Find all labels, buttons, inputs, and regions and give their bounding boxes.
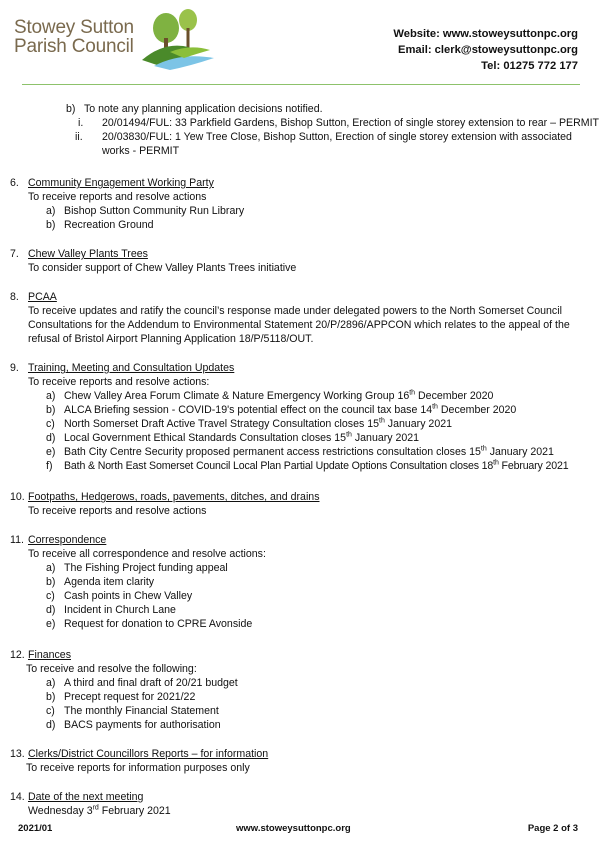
logo: [14, 8, 214, 72]
subsub-text: 20/01494/FUL: 33 Parkfield Gardens, Bishop Sutton, Erection of single storey extension to rear – PERMIT: [102, 117, 599, 129]
sub-text: Bishop Sutton Community Run Library: [64, 205, 245, 217]
item-number: 8.: [10, 291, 19, 303]
footer-reference: 2021/01: [18, 823, 53, 834]
sub-label: e): [46, 618, 56, 630]
item-intro: To receive reports and resolve actions: [28, 191, 207, 203]
item-title: Finances: [28, 649, 71, 661]
footer-website[interactable]: www.stoweysuttonpc.org: [236, 823, 351, 834]
tree-logo-icon: [140, 8, 216, 70]
item-title: Clerks/District Councillors Reports – for information: [28, 748, 269, 760]
footer-page-number: Page 2 of 3: [527, 823, 578, 834]
item-title: Training, Meeting and Consultation Updates: [28, 362, 235, 374]
item-number: 9.: [10, 362, 19, 374]
item-number: 13.: [10, 748, 25, 760]
sub-label: b): [46, 691, 56, 703]
sub-text: Bath & North East Somerset Council Local Plan Partial Update Options Consultation closes 18th February 2021: [64, 459, 569, 472]
item-intro: To receive reports and resolve actions:: [28, 376, 210, 388]
item-intro: To consider support of Chew Valley Plants Trees initiative: [28, 262, 297, 274]
item-intro: To receive reports and resolve actions: [28, 505, 207, 517]
sub-text: Cash points in Chew Valley: [64, 590, 193, 602]
sub-label: a): [46, 562, 56, 574]
sub-label: c): [46, 705, 55, 717]
item-intro: To receive reports for information purposes only: [26, 762, 250, 774]
sub-text: ALCA Briefing session - COVID-19's potential effect on the council tax base 14th December 2020: [64, 403, 517, 416]
sub-text: Precept request for 2021/22: [64, 691, 196, 703]
item-title: Community Engagement Working Party: [28, 177, 214, 189]
sub-label: a): [46, 390, 56, 402]
header-divider: [22, 84, 580, 85]
sub-label: a): [46, 677, 56, 689]
page-header: [0, 0, 600, 90]
sub-label: b): [46, 576, 56, 588]
sub-text: Bath City Centre Security proposed permanent access restrictions consultation closes 15th January 2021: [64, 445, 554, 458]
logo-line-1: Stowey Sutton: [14, 17, 134, 38]
item-intro: To receive and resolve the following:: [26, 663, 197, 675]
sub-text: Local Government Ethical Standards Consultation closes 15th January 2021: [64, 431, 420, 444]
meeting-date: Wednesday 3rd February 2021: [28, 804, 171, 817]
sub-label: f): [46, 460, 53, 472]
sub-label: e): [46, 446, 56, 458]
item-title: Chew Valley Plants Trees: [28, 248, 148, 260]
sub-label: c): [46, 590, 55, 602]
sub-label: c): [46, 418, 55, 430]
sub-text: Chew Valley Area Forum Climate & Nature Emergency Working Group 16th December 2020: [64, 389, 494, 402]
sub-label: d): [46, 432, 56, 444]
item-number: 12.: [10, 649, 25, 661]
sub-text: Incident in Church Lane: [64, 604, 176, 616]
item-title: Correspondence: [28, 534, 107, 546]
subsub-label: ii.: [75, 131, 83, 143]
sub-text: Recreation Ground: [64, 219, 154, 231]
item-title: PCAA: [28, 291, 57, 303]
sub-label: d): [46, 719, 56, 731]
sub-text: Agenda item clarity: [64, 576, 155, 588]
subsub-text: 20/03830/FUL: 1 Yew Tree Close, Bishop Sutton, Erection of single storey extension with associated: [102, 131, 572, 143]
sub-text: The Fishing Project funding appeal: [64, 562, 228, 574]
sub-text: The monthly Financial Statement: [64, 705, 219, 717]
sub-label: d): [46, 604, 56, 616]
website-text[interactable]: Website: www.stoweysuttonpc.org: [393, 28, 578, 40]
sub-text: North Somerset Draft Active Travel Strategy Consultation closes 15th January 2021: [64, 417, 453, 430]
sub-text: BACS payments for authorisation: [64, 719, 221, 731]
item-number: 10.: [10, 491, 25, 503]
sub-label: a): [46, 205, 56, 217]
sub-label: b): [66, 103, 76, 115]
item-title: Footpaths, Hedgerows, roads, pavements, ditches, and drains: [28, 491, 320, 503]
item-paragraph: Consultations for the Addendum to Environmental Statement 20/P/2896/APPCON which relates to the appeal of the: [28, 319, 570, 331]
item-number: 11.: [10, 534, 24, 546]
telephone-text: Tel: 01275 772 177: [481, 60, 578, 72]
email-text[interactable]: Email: clerk@stoweysuttonpc.org: [397, 44, 578, 56]
contact-block: [393, 26, 578, 74]
logo-text: [14, 18, 134, 56]
item-paragraph: To receive updates and ratify the council’s response made under delegated powers to the North Somerset Council: [28, 305, 562, 317]
item-number: 7.: [10, 248, 19, 260]
page-footer: [0, 822, 600, 838]
item-paragraph: refusal of Bristol Airport Planning Application 18/P/5118/OUT.: [28, 333, 314, 345]
sub-label: b): [46, 219, 56, 231]
sub-text: Request for donation to CPRE Avonside: [64, 618, 253, 630]
item-title: Date of the next meeting: [28, 791, 144, 803]
subsub-text-cont: works - PERMIT: [102, 145, 180, 157]
sub-label: b): [46, 404, 56, 416]
sub-text: To note any planning application decisions notified.: [84, 103, 323, 115]
sub-text: A third and final draft of 20/21 budget: [64, 677, 238, 689]
item-number: 6.: [10, 177, 19, 189]
item-intro: To receive all correspondence and resolve actions:: [28, 548, 266, 560]
subsub-label: i.: [78, 117, 84, 129]
logo-line-2: Parish Council: [14, 36, 134, 57]
item-number: 14.: [10, 791, 25, 803]
